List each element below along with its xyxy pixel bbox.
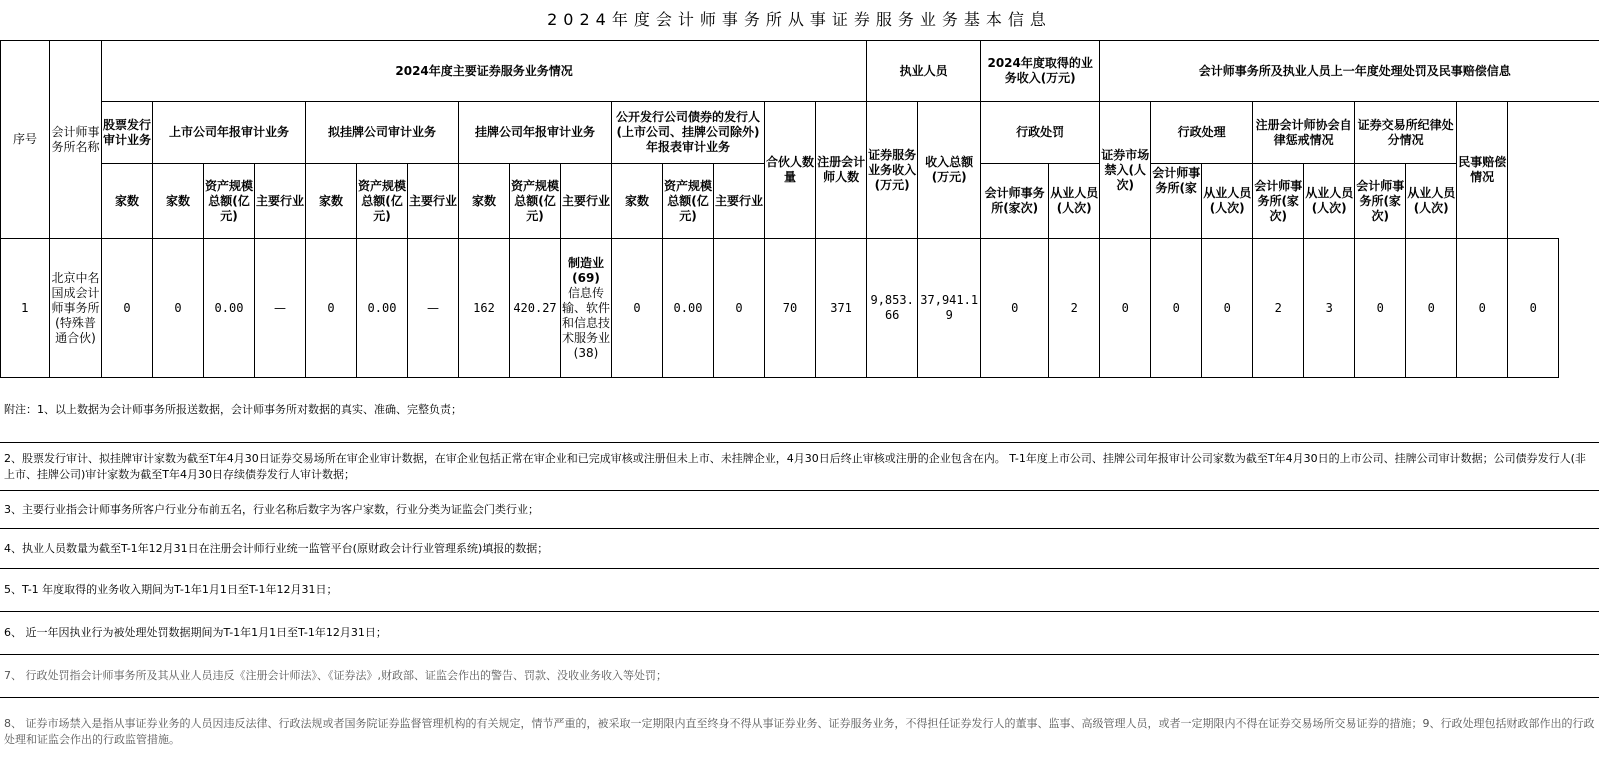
header-listed-nq-audit: 挂牌公司年报审计业务 xyxy=(459,102,612,164)
cell-cicpa-firm[interactable]: 2 xyxy=(1253,239,1304,378)
header-listed-count: 家数 xyxy=(153,164,204,239)
header-ex-firm: 会计师事务所(家次) xyxy=(1355,164,1406,239)
cell-listed-assets[interactable]: 0.00 xyxy=(204,239,255,378)
info-table xyxy=(0,40,1599,378)
header-listed-assets: 资产规模总额(亿元) xyxy=(204,164,255,239)
cell-ex-firm[interactable]: 0 xyxy=(1355,239,1406,378)
cell-ban[interactable]: 0 xyxy=(1100,239,1151,378)
header-firm-name: 会计师事务所名称 xyxy=(50,41,102,239)
header-exchange-discipline: 证券交易所纪律处分情况 xyxy=(1355,102,1457,164)
header-pre-count: 家数 xyxy=(306,164,357,239)
header-cpa-count: 注册会计师人数 xyxy=(816,102,867,239)
notes-section xyxy=(0,378,1599,765)
header-listed-audit: 上市公司年报审计业务 xyxy=(153,102,306,164)
cell-bond-assets[interactable]: 0.00 xyxy=(663,239,714,378)
header-securities-revenue: 证券服务业务收入(万元) xyxy=(867,102,918,239)
cell-partners[interactable]: 70 xyxy=(765,239,816,378)
header-bond-assets: 资产规模总额(亿元) xyxy=(663,164,714,239)
cell-nq-count[interactable]: 162 xyxy=(459,239,510,378)
header-listed-industry: 主要行业 xyxy=(255,164,306,239)
note-4[interactable]: 4、执业人员数量为截至T-1年12月31日在注册会计师行业统一监管平台(原财政会计行业管理系统)填报的数据； xyxy=(0,529,1599,569)
note-6[interactable]: 6、 近一年因执业行为被处理处罚数据期间为T-1年1月1日至T-1年12月31日； xyxy=(0,612,1599,655)
cell-aa-staff[interactable]: 0 xyxy=(1202,239,1253,378)
cell-pre-assets[interactable]: 0.00 xyxy=(357,239,408,378)
note-1[interactable]: 附注：1、以上数据为会计师事务所报送数据，会计师事务所对数据的真实、准确、完整负责； xyxy=(0,378,1599,443)
header-admin-penalty: 行政处罚 xyxy=(981,102,1100,164)
note-3[interactable]: 3、主要行业指会计师事务所客户行业分布前五名，行业名称后数字为客户家数，行业分类为证监会门类行业； xyxy=(0,491,1599,529)
cell-pre-industry[interactable]: — xyxy=(408,239,459,378)
header-pre-listing-audit: 拟挂牌公司审计业务 xyxy=(306,102,459,164)
cell-listed-industry[interactable]: — xyxy=(255,239,306,378)
header-aa-staff: 从业人员(人次) xyxy=(1202,164,1253,239)
header-cicpa-discipline: 注册会计师协会自律惩戒情况 xyxy=(1253,102,1355,164)
cell-seq[interactable]: 1 xyxy=(1,239,50,378)
cell-bond-industry[interactable]: 0 xyxy=(714,239,765,378)
header-admin-action: 行政处理 xyxy=(1151,102,1253,164)
header-main-business: 2024年度主要证券服务业务情况 xyxy=(102,41,867,102)
nq-industry-top: 制造业(69) xyxy=(567,255,604,285)
header-cicpa-firm: 会计师事务所(家次) xyxy=(1253,164,1304,239)
header-bond-audit: 公开发行公司债券的发行人(上市公司、挂牌公司除外)年报表审计业务 xyxy=(612,102,765,164)
cell-aa-firm[interactable]: 0 xyxy=(1151,239,1202,378)
header-ex-staff: 从业人员(人次) xyxy=(1406,164,1457,239)
cell-sec-revenue[interactable]: 9,853.66 xyxy=(867,239,918,378)
cell-firm[interactable]: 北京中名国成会计师事务所(特殊普通合伙) xyxy=(50,239,102,378)
header-partners: 合伙人数量 xyxy=(765,102,816,239)
cell-ipo-count[interactable]: 0 xyxy=(102,239,153,378)
header-aa-firm: 会计师事务所(家 xyxy=(1151,164,1202,239)
header-penalty-group: 会计师事务所及执业人员上一年度处理处罚及民事赔偿信息 xyxy=(1100,41,1599,102)
header-pre-assets: 资产规模总额(亿元) xyxy=(357,164,408,239)
cell-ex-staff[interactable]: 0 xyxy=(1406,239,1457,378)
header-ipo-count: 家数 xyxy=(102,164,153,239)
header-total-revenue: 收入总额(万元) xyxy=(918,102,981,239)
cell-ap-staff[interactable]: 2 xyxy=(1049,239,1100,378)
header-nq-count: 家数 xyxy=(459,164,510,239)
cell-listed-count[interactable]: 0 xyxy=(153,239,204,378)
cell-nq-assets[interactable]: 420.27 xyxy=(510,239,561,378)
header-bond-count: 家数 xyxy=(612,164,663,239)
note-7[interactable]: 7、 行政处罚指会计师事务所及其从业人员违反《注册会计师法》、《证券法》,财政部、证监会作出的警告、罚款、没收业务收入等处罚； xyxy=(0,655,1599,698)
cell-cpa[interactable]: 371 xyxy=(816,239,867,378)
header-nq-industry: 主要行业 xyxy=(561,164,612,239)
note-2[interactable]: 2、股票发行审计、拟挂牌审计家数为截至T年4月30日证券交易场所在审企业审计数据，在审企业包括正常在审企业和已完成审核或注册但未上市、未挂牌企业，4月30日后终止审核或注册的企业包含在内。 T-1年度上市公司、挂牌公司年报审计公司家数为截至T年4月30日的上市公司、挂牌公司审计数据；公司债券发行人(非上市、挂牌公司)审计家数为截至T年4月30日存续债券发行人审计数据； xyxy=(0,443,1599,491)
cell-pre-count[interactable]: 0 xyxy=(306,239,357,378)
header-market-ban: 证券市场禁入(人次) xyxy=(1100,102,1151,239)
header-pre-industry: 主要行业 xyxy=(408,164,459,239)
cell-bond-count[interactable]: 0 xyxy=(612,239,663,378)
nq-industry-rest: 信息传输、软件和信息技术服务业(38) xyxy=(562,285,611,360)
header-ipo-audit: 股票发行审计业务 xyxy=(102,102,153,164)
cell-intl[interactable]: 0 xyxy=(1508,239,1559,378)
cell-cicpa-staff[interactable]: 3 xyxy=(1304,239,1355,378)
note-8[interactable]: 8、 证券市场禁入是指从事证券业务的人员因违反法律、行政法规或者国务院证券监督管理机构的有关规定，情节严重的，被采取一定期限内直至终身不得从事证券业务、证券服务业务，不得担任证券发行人的董事、监事、高级管理人员，或者一定期限内不得在证券交易场所交易证券的措施；9、行政处理包括财政部作出的行政处理和证监会作出的行政监管措施。 xyxy=(4,716,1595,746)
cell-nq-industry[interactable] xyxy=(561,239,612,378)
header-ap-firm: 会计师事务所(家次) xyxy=(981,164,1049,239)
header-revenue: 2024年度取得的业务收入(万元) xyxy=(981,41,1100,102)
table-row xyxy=(1,239,1599,378)
cell-total-revenue[interactable]: 37,941.19 xyxy=(918,239,981,378)
header-civil-comp: 民事赔偿情况 xyxy=(1457,102,1508,239)
cell-civil[interactable]: 0 xyxy=(1457,239,1508,378)
header-bond-industry: 主要行业 xyxy=(714,164,765,239)
header-seq: 序号 xyxy=(1,41,50,239)
header-practitioners: 执业人员 xyxy=(867,41,981,102)
header-nq-assets: 资产规模总额(亿元) xyxy=(510,164,561,239)
sheet-title: 2024年度会计师事务所从事证券服务业务基本信息 xyxy=(0,0,1599,41)
header-cicpa-staff: 从业人员(人次) xyxy=(1304,164,1355,239)
header-ap-staff: 从业人员(人次) xyxy=(1049,164,1100,239)
note-5[interactable]: 5、T-1 年度取得的业务收入期间为T-1年1月1日至T-1年12月31日； xyxy=(0,569,1599,612)
cell-ap-firm[interactable]: 0 xyxy=(981,239,1049,378)
